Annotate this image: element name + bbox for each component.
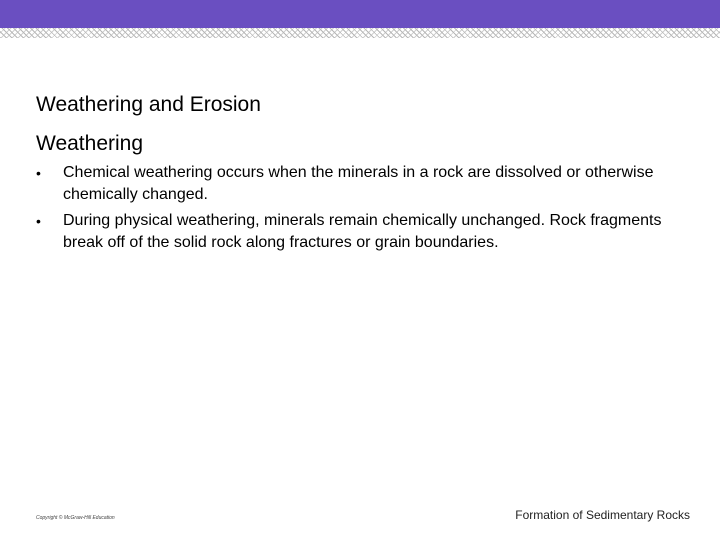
header-color-band	[0, 0, 720, 28]
slide-title: Weathering and Erosion	[36, 93, 261, 116]
chapter-title: Formation of Sedimentary Rocks	[515, 508, 690, 522]
bullet-list	[36, 162, 676, 254]
bullet-text: Chemical weathering occurs when the minerals in a rock are dissolved or otherwise chemically changed.	[63, 164, 654, 203]
bullet-text: During physical weathering, minerals remain chemically unchanged. Rock fragments break off of the solid rock along fractures or grain boundaries.	[63, 212, 662, 251]
bullet-marker: •	[36, 213, 41, 229]
copyright-notice: Copyright © McGraw-Hill Education	[36, 515, 115, 521]
bullet-item	[36, 210, 676, 254]
bullet-marker: •	[36, 165, 41, 181]
bullet-item	[36, 162, 676, 206]
header-stripe-pattern	[0, 28, 720, 38]
section-heading: Weathering	[36, 132, 144, 155]
